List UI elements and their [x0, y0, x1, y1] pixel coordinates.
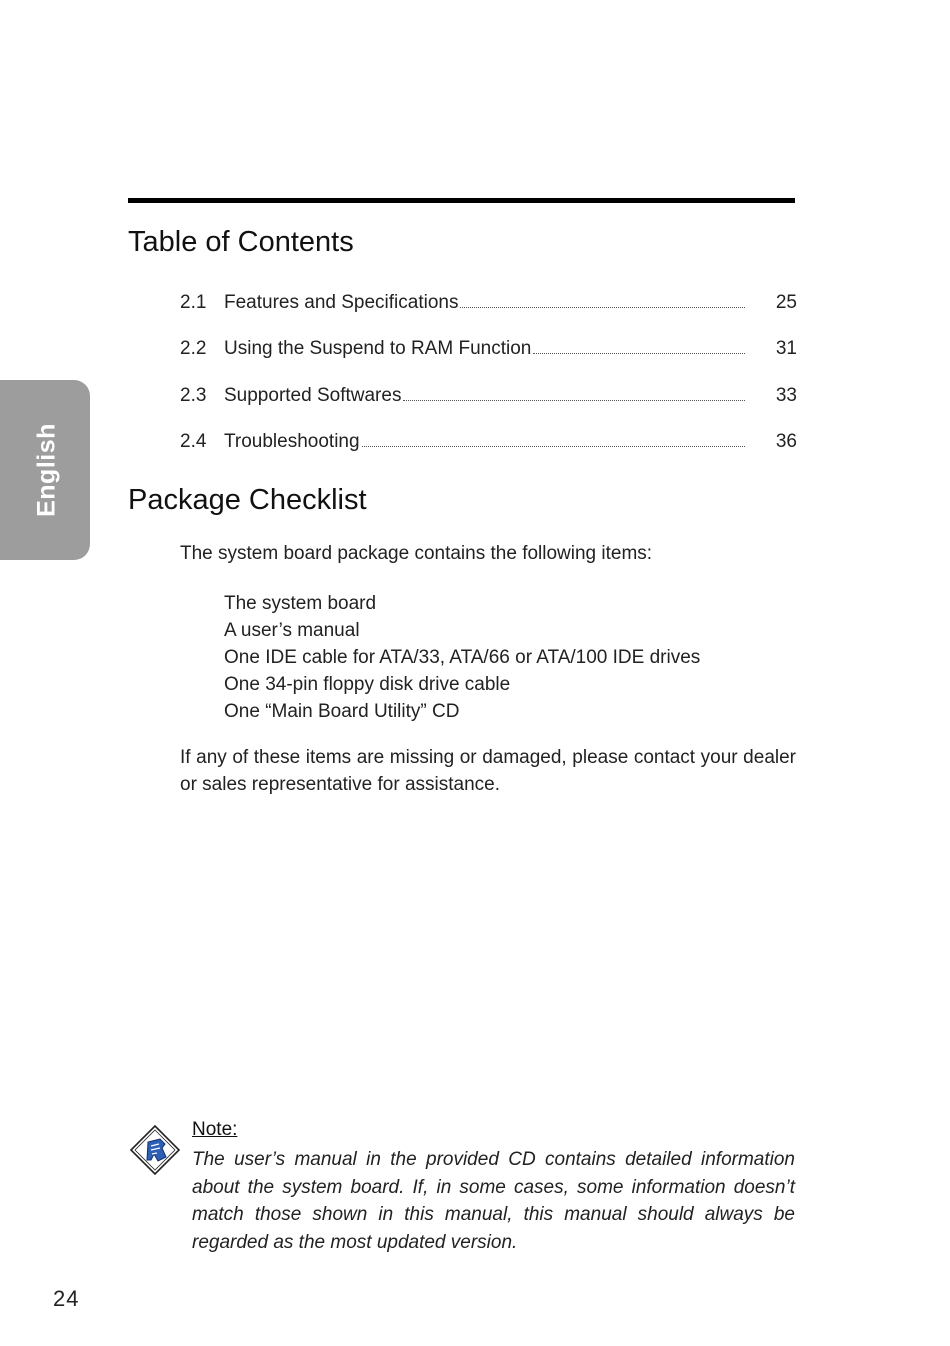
toc-entry-number: 2.4 — [180, 430, 207, 452]
toc-entry-title: Supported Softwares — [224, 384, 402, 406]
checklist-intro: The system board package contains the following items: — [180, 543, 653, 564]
toc-entry-title: Using the Suspend to RAM Function — [224, 338, 532, 360]
checklist-item: A user’s manual — [224, 620, 360, 641]
toc-entry-number: 2.2 — [180, 338, 207, 360]
toc-entry-page: 25 — [775, 292, 797, 313]
top-rule — [128, 198, 795, 203]
checklist-heading: Package Checklist — [128, 484, 367, 516]
page-number: 24 — [53, 1286, 80, 1311]
toc-entry-page: 33 — [775, 384, 797, 406]
checklist-item: One IDE cable for ATA/33, ATA/66 or ATA/100 IDE drives — [224, 647, 701, 668]
toc-entry-number: 2.1 — [180, 292, 207, 313]
toc-entry[interactable] — [180, 338, 797, 384]
toc-dot-leader — [403, 399, 745, 401]
checklist-item: One “Main Board Utility” CD — [224, 701, 460, 722]
checklist-item: The system board — [224, 593, 377, 614]
note-icon — [129, 1124, 181, 1176]
toc-entry[interactable] — [180, 292, 797, 338]
toc-dot-leader — [533, 352, 745, 354]
toc-entry-number: 2.3 — [180, 384, 207, 406]
toc-dot-leader — [362, 445, 745, 447]
toc-entry[interactable] — [180, 385, 797, 431]
note-body: The user’s manual in the provided CD contains detailed information about the system board. If, in some cases, some information doesn’t match those shown in this manual, this manual should always be regarded as the most updated version. — [192, 1149, 795, 1253]
toc-dot-leader — [460, 306, 745, 308]
toc-entry-page: 31 — [775, 338, 797, 360]
toc-entry-title: Troubleshooting — [224, 430, 360, 452]
checklist-items — [224, 590, 700, 725]
note-title: Note: — [192, 1119, 238, 1140]
checklist-closing: If any of these items are missing or damaged, please contact your dealer or sales representative for assistance. — [180, 747, 796, 795]
toc-heading: Table of Contents — [128, 226, 354, 258]
checklist-item: One 34-pin floppy disk drive cable — [224, 674, 511, 695]
language-tab-label: English — [32, 423, 61, 517]
toc-entry-page: 36 — [775, 430, 797, 452]
toc-entry-title: Features and Specifications — [224, 292, 459, 313]
toc-entry[interactable] — [180, 431, 797, 477]
table-of-contents — [180, 292, 797, 477]
